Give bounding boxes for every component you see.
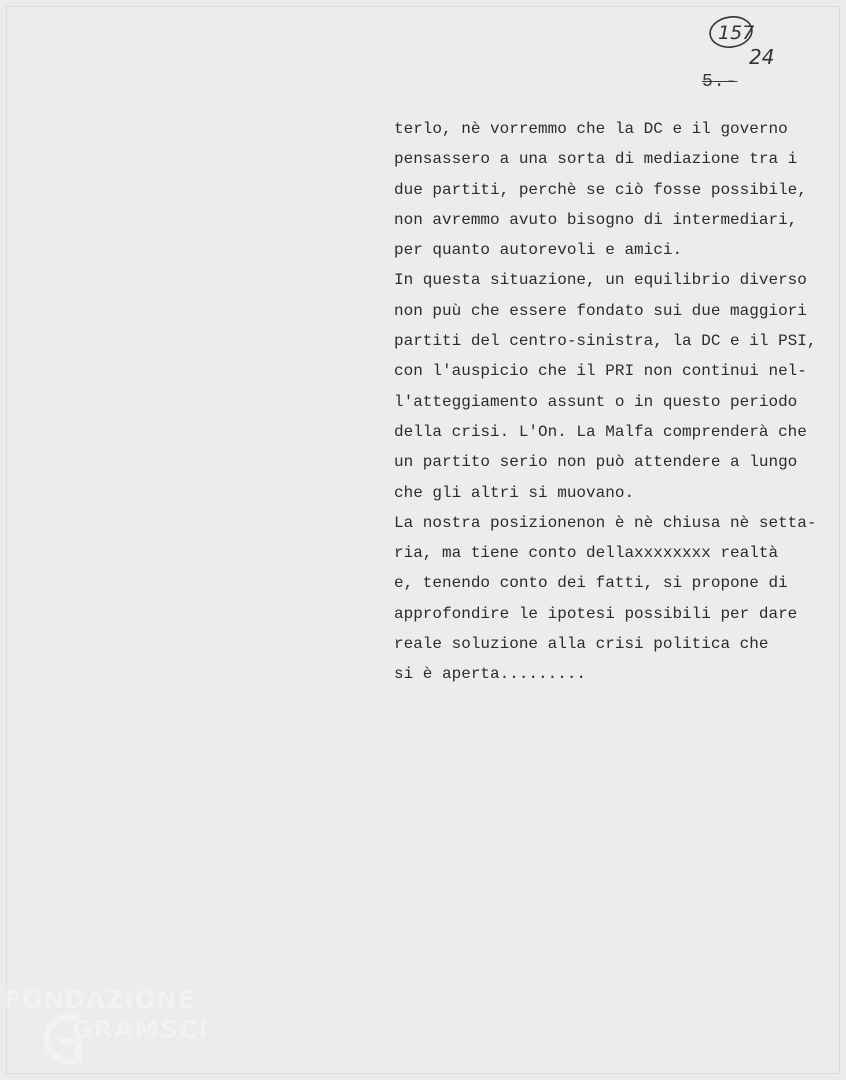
- text-line: l'atteggiamento assunt o in questo periodo: [394, 392, 798, 411]
- typed-text-body: [394, 114, 844, 690]
- fondazione-gramsci-watermark: [4, 985, 214, 1075]
- text-line: ria, ma tiene conto dellaxxxxxxxx realtà: [394, 544, 779, 563]
- archive-stamp-drawing: [707, 12, 781, 68]
- text-line: con l'auspicio che il PRI non continui nel-: [394, 362, 807, 381]
- archive-number-text: 157: [718, 22, 755, 44]
- text-line: due partiti, perchè se ciò fosse possibile,: [394, 180, 807, 199]
- text-line: pensassero a una sorta di mediazione tra i: [394, 150, 798, 169]
- text-line: della crisi. L'On. La Malfa comprenderà che: [394, 422, 807, 441]
- text-line: terlo, nè vorremmo che la DC e il governo: [394, 120, 788, 138]
- text-line: reale soluzione alla crisi politica che: [394, 635, 769, 654]
- text-line: approfondire le ipotesi possibili per dare: [394, 604, 798, 623]
- archive-stamp: [707, 12, 781, 68]
- text-line: che gli altri si muovano.: [394, 483, 635, 502]
- text-line: si è aperta.........: [394, 665, 587, 684]
- text-line: La nostra posizionenon è nè chiusa nè setta-: [394, 513, 817, 532]
- archive-suffix-text: 24: [749, 45, 775, 68]
- text-line: non avremmo avuto bisogno di intermediari,: [394, 210, 798, 229]
- page-number: 5.-: [702, 72, 738, 92]
- text-line: non puù che essere fondato sui due maggiori: [394, 301, 807, 320]
- watermark-line2: GRAMSCI: [72, 1015, 209, 1044]
- text-line: per quanto autorevoli e amici.: [394, 241, 683, 260]
- text-line: In questa situazione, un equilibrio diverso: [394, 271, 807, 290]
- text-line: partiti del centro-sinistra, la DC e il PSI,: [394, 332, 817, 351]
- text-line: un partito serio non può attendere a lungo: [394, 453, 798, 472]
- watermark-line1: FONDAZIONE: [4, 985, 196, 1014]
- text-line: e, tenendo conto dei fatti, si propone di: [394, 574, 788, 593]
